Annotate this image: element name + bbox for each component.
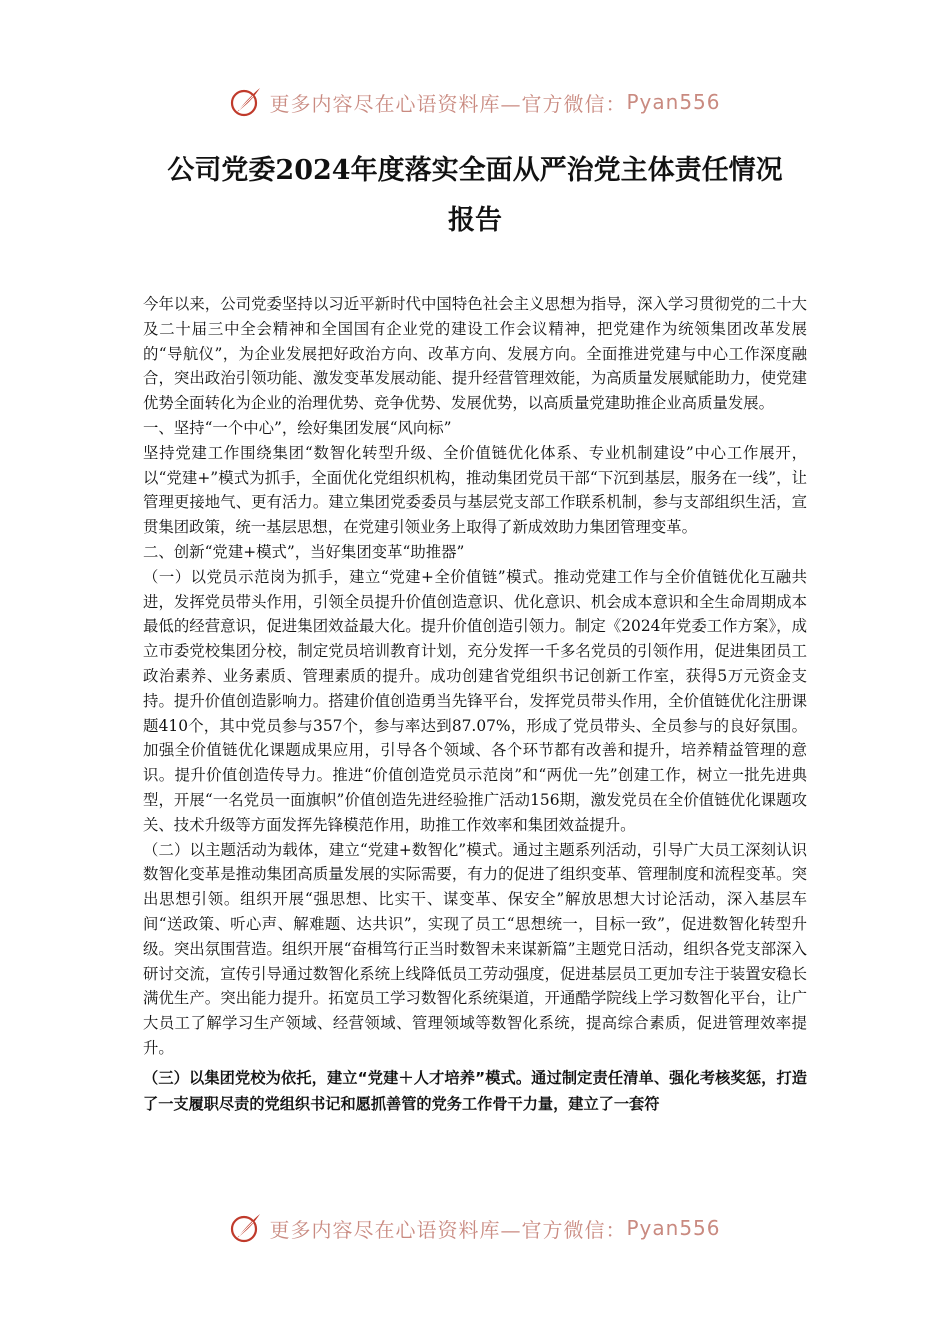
watermark-header [0,82,950,122]
document-title-continued: 报告 [448,205,502,236]
quill-logo-icon [229,1211,263,1245]
subsection-2-paragraph: （二）以主题活动为载体，建立“党建+数智化”模式。通过主题系列活动，引导广大员工深刻认识数智化变革是推动集团高质量发展的实际需要，有力的促进了组织变革、管理制度和流程变革。突出思想引领。组织开展“强思想、比实干、谋变革、保安全”解放思想大讨论活动，深入基层车间“送政策、听心声、解难题、达共识”，实现了员工“思想统一，目标一致”，促进数智化转型升级。突出氛围营造。组织开展“奋楫笃行正当时数智未来谋新篇”主题党日活动，组织各党支部深入研讨交流，宣传引导通过数智化系统上线降低员工劳动强度，促进基层员工更加专注于装置安稳长满优生产。突出能力提升。拓宽员工学习数智化系统渠道，开通酷学院线上学习数智化平台，让广大员工了解学习生产领域、经营领域、管理领域等数智化系统，提高综合素质，促进管理效率提升。 [143,840,807,1057]
section-heading-2: 二、创新“党建+模式”，当好集团变革“助推器” [143,542,465,561]
section-1-paragraph: 坚持党建工作围绕集团“数智化转型升级、全价值链优化体系、专业机制建设”中心工作展开，以“党建+”模式为抓手，全面优化党组织机构，推动集团党员干部“下沉到基层，服务在一线”，让管理更接地气、更有活力。建立集团党委委员与基层党支部工作联系机制，参与支部组织生活，宣贯集团政策，统一基层思想，在党建引领业务上取得了新成效助力集团管理变革。 [143,443,807,537]
subsection-1-paragraph: （一）以党员示范岗为抓手，建立“党建+全价值链”模式。推动党建工作与全价值链优化互融共进，发挥党员带头作用，引领全员提升价值创造意识、优化意识、机会成本意识和全生命周期成本最低的经营意识，促进集团效益最大化。提升价值创造引领力。制定《2024年党委工作方案》，成立市委党校集团分校，制定党员培训教育计划，充分发挥一千多名党员的引领作用，促进集团员工政治素养、业务素质、管理素质的提升。成功创建省党组织书记创新工作室，获得5万元资金支持。提升价值创造影响力。搭建价值创造勇当先锋平台，发挥党员带头作用，全价值链优化注册课题410个，其中党员参与357个，参与率达到87.07%，形成了党员带头、全员参与的良好氛围。加强全价值链优化课题成果应用，引导各个领域、各个环节都有改善和提升，培养精益管理的意识。提升价值创造传导力。推进“价值创造党员示范岗”和“两优一先”创建工作，树立一批先进典型，开展“一名党员一面旗帜”价值创造先进经验推广活动156期，激发党员在全价值链优化课题攻关、技术升级等方面发挥先锋模范作用，助推工作效率和集团效益提升。 [143,567,807,834]
watermark-text: 更多内容尽在心语资料库—官方微信： [269,91,627,116]
subsection-3-paragraph: （三）以集团党校为依托，建立“党建＋人才培养”模式。通过制定责任清单、强化考核奖惩，打造了一支履职尽责的党组织书记和愿抓善管的党务工作骨干力量，建立了一套符 [143,1068,807,1113]
document-body [143,292,807,1117]
document-title: 公司党委2024年度落实全面从严治党主体责任情况 [167,155,783,186]
intro-paragraph: 今年以来，公司党委坚持以习近平新时代中国特色社会主义思想为指导，深入学习贯彻党的二十大及二十届三中全会精神和全国国有企业党的建设工作会议精神，把党建作为统领集团改革发展的“导航仪”，为企业发展把好政治方向、改革方向、发展方向。全面推进党建与中心工作深度融合，突出政治引领功能、激发变革发展动能、提升经营管理效能，为高质量发展赋能助力，使党建优势全面转化为企业的治理优势、竞争优势、发展优势，以高质量党建助推企业高质量发展。 [143,295,807,413]
watermark-wechat-id: Pyan556 [626,1216,721,1240]
quill-logo-icon [229,85,263,119]
watermark-text: 更多内容尽在心语资料库—官方微信： [269,1217,627,1242]
section-heading-1: 一、坚持“一个中心”，绘好集团发展“风向标” [143,418,452,437]
watermark-footer [0,1208,950,1248]
watermark-wechat-id: Pyan556 [626,90,721,114]
